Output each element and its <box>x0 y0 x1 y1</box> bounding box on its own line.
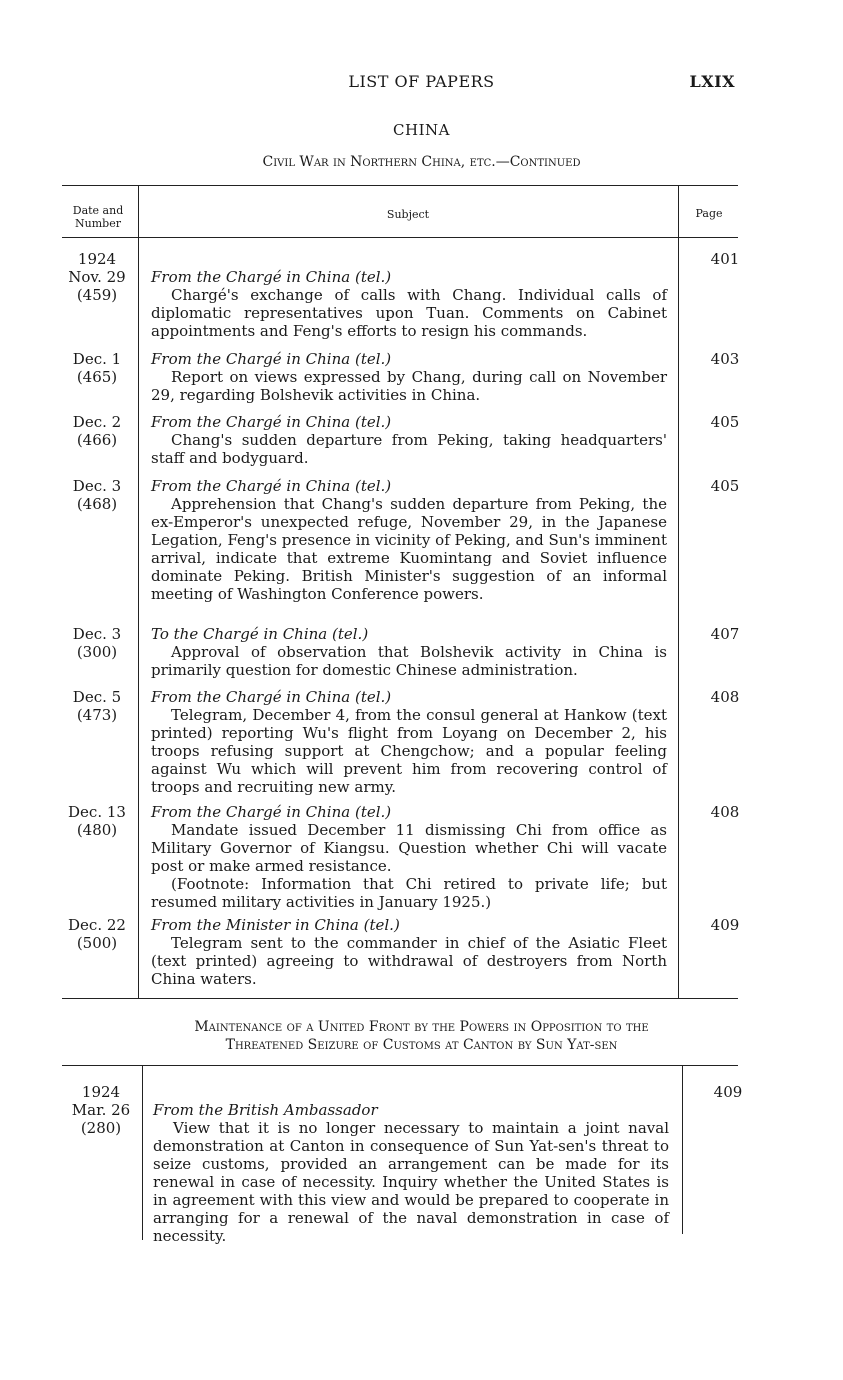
column-divider-right <box>678 186 679 998</box>
entry-page: 408 <box>710 803 740 821</box>
entry-number: (459) <box>76 286 118 304</box>
entry-subject <box>151 688 667 796</box>
entry-date: Dec. 5 <box>72 688 122 706</box>
entry-page: 405 <box>710 413 740 431</box>
entry-date: Dec. 2 <box>72 413 122 431</box>
table2-divider-left <box>142 1066 143 1240</box>
entry-year: 1924 <box>81 1083 121 1101</box>
entry-subject <box>151 350 667 404</box>
section-heading-united-front <box>0 1018 843 1054</box>
entry-summary: Telegram, December 4, from the consul general at Hankow (text printed) reporting Wu's flight from Loyang on December 2, his troops refusing support at Chengchow; and a popular feeling against Wu which will prevent him from recovering control of troops and recruiting new army. <box>151 706 667 796</box>
entry-date-block <box>58 803 136 839</box>
entry-page: 403 <box>710 350 740 368</box>
entry-source: From the Chargé in China (tel.) <box>151 477 392 495</box>
section-heading-line-2: Threatened Seizure of Customs at Canton by Sun Yat-sen <box>225 1037 618 1053</box>
entry-year: 1924 <box>77 250 117 268</box>
country-heading: CHINA <box>393 121 450 139</box>
entry-summary: Telegram sent to the commander in chief of the Asiatic Fleet (text printed) agreeing to withdrawal of destroyers from North China waters. <box>151 934 667 988</box>
entry-date-block <box>58 350 136 386</box>
entry-number: (480) <box>76 821 118 839</box>
entry-date-block <box>58 477 136 513</box>
entry-number: (468) <box>76 495 118 513</box>
entry-source: From the Minister in China (tel.) <box>151 916 400 934</box>
column-divider-left <box>138 186 139 998</box>
column-header-date: Date and Number <box>72 204 124 230</box>
entry-subject <box>151 413 667 467</box>
entry-subject <box>151 268 667 340</box>
entry-date-block <box>58 250 136 304</box>
table-header-rule <box>62 237 738 238</box>
entry-date: Mar. 26 <box>71 1101 131 1119</box>
column-header-subject: Subject <box>386 208 430 221</box>
entry-page: 409 <box>713 1083 743 1101</box>
entry-subject <box>151 477 667 603</box>
entry-source: From the Chargé in China (tel.) <box>151 413 392 431</box>
entry-date: Nov. 29 <box>68 268 126 286</box>
entry-date: Dec. 3 <box>72 477 122 495</box>
entry-number: (466) <box>76 431 118 449</box>
entry-subject <box>153 1101 669 1245</box>
entry-summary: Chargé's exchange of calls with Chang. Individual calls of diplomatic representatives upon Tuan. Comments on Cabinet appointments and Feng's efforts to resign his commands. <box>151 286 667 340</box>
entry-date: Dec. 1 <box>72 350 122 368</box>
entry-summary: Report on views expressed by Chang, during call on November 29, regarding Bolshevik activities in China. <box>151 368 667 404</box>
entry-number: (280) <box>80 1119 122 1137</box>
entry-number: (473) <box>76 706 118 724</box>
entry-page: 407 <box>710 625 740 643</box>
entry-number: (500) <box>76 934 118 952</box>
entry-summary: Apprehension that Chang's sudden departure from Peking, the ex-Emperor's unexpected refuge, November 29, in the Japanese Legation, Feng's presence in vicinity of Peking, and Sun's imminent arrival, indicate that extreme Kuomintang and Soviet influence dominate Peking. British Minister's suggestion of an informal meeting of Washington Conference powers. <box>151 495 667 603</box>
entry-source: From the Chargé in China (tel.) <box>151 688 392 706</box>
page-number-roman: LXIX <box>689 72 735 91</box>
entry-date-block <box>58 916 136 952</box>
table2-top-rule <box>62 1065 738 1066</box>
entry-page: 405 <box>710 477 740 495</box>
entry-summary: Mandate issued December 11 dismissing Chi from office as Military Governor of Kiangsu. Question whether Chi will vacate post or make armed resistance. <box>151 821 667 875</box>
entry-page: 408 <box>710 688 740 706</box>
running-header-title: LIST OF PAPERS <box>348 72 495 91</box>
entry-date-block <box>58 688 136 724</box>
entry-date: Dec. 22 <box>68 916 126 934</box>
table2-divider-right <box>682 1066 683 1234</box>
entry-summary: Approval of observation that Bolshevik activity in China is primarily question for domestic Chinese administration. <box>151 643 667 679</box>
entry-page: 409 <box>710 916 740 934</box>
section-heading-civil-war: Civil War in Northern China, etc.—Continued <box>262 154 581 170</box>
column-header-page: Page <box>695 207 723 220</box>
table-top-rule <box>62 185 738 186</box>
entry-source: From the Chargé in China (tel.) <box>151 803 392 821</box>
entry-date: Dec. 3 <box>72 625 122 643</box>
entry-date-block <box>58 625 136 661</box>
entry-date-block <box>58 413 136 449</box>
entry-subject <box>151 803 667 911</box>
entry-number: (465) <box>76 368 118 386</box>
entry-source: From the British Ambassador <box>153 1101 378 1119</box>
entry-date-block <box>62 1083 140 1137</box>
entry-source: From the Chargé in China (tel.) <box>151 350 392 368</box>
entry-summary: View that it is no longer necessary to maintain a joint naval demonstration at Canton in consequence of Sun Yat-sen's threat to seize customs, provided an arrangement can be made for its renewal in case of necessity. Inquiry whether the United States is in agreement with this view and would be prepared to cooperate in arranging for a renewal of the naval demonstration in case of necessity. <box>153 1119 669 1245</box>
section-heading-line-1: Maintenance of a United Front by the Powers in Opposition to the <box>194 1019 649 1035</box>
entry-subject <box>151 916 667 988</box>
entry-source: To the Chargé in China (tel.) <box>151 625 369 643</box>
entry-source: From the Chargé in China (tel.) <box>151 268 392 286</box>
entry-subject <box>151 625 667 679</box>
table-bottom-rule <box>62 998 738 999</box>
entry-date: Dec. 13 <box>68 803 126 821</box>
entry-number: (300) <box>76 643 118 661</box>
entry-summary: Chang's sudden departure from Peking, taking headquarters' staff and bodyguard. <box>151 431 667 467</box>
entry-footnote: (Footnote: Information that Chi retired to private life; but resumed military activities in January 1925.) <box>151 875 667 911</box>
entry-page: 401 <box>710 250 740 268</box>
